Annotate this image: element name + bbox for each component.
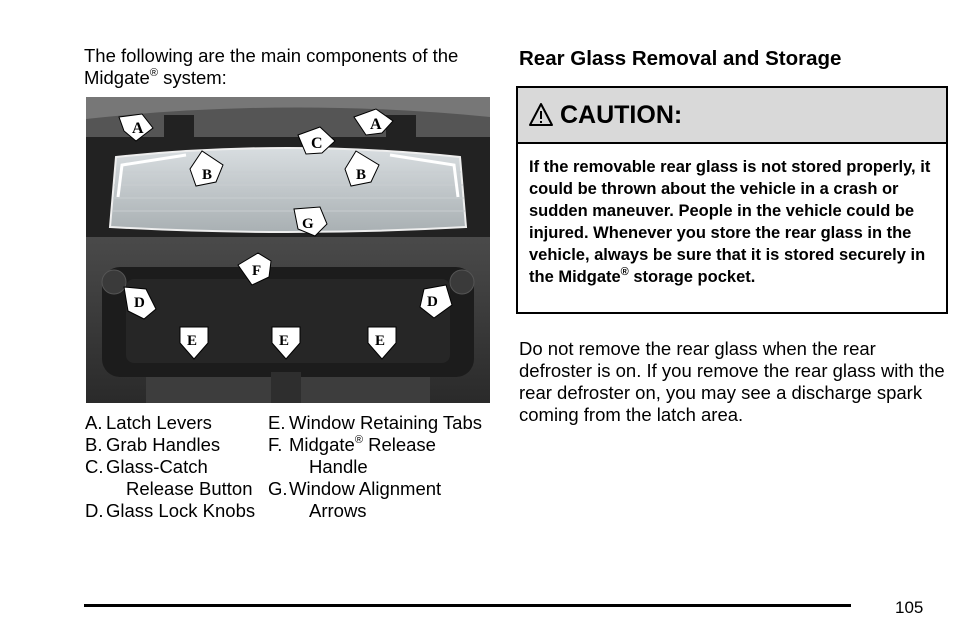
callout-letter: E xyxy=(375,333,386,349)
legend-letter: E. xyxy=(268,412,286,433)
legend-text: Glass-Catch Release Button xyxy=(106,456,253,499)
legend-text: Latch Levers xyxy=(106,412,212,433)
legend-text: Glass Lock Knobs xyxy=(106,500,256,521)
legend-item xyxy=(268,412,498,434)
page-number: 105 xyxy=(895,598,924,617)
caution-text-main: If the removable rear glass is not stored properly, it could be thrown about the vehicle in a crash or sudden maneuver. People in the vehicle could be injured. Whenever you store the rear glass in the vehicle, always be sure that it is stored securely in the Midgate xyxy=(529,158,931,286)
legend-item xyxy=(85,456,265,500)
caution-title: CAUTION: xyxy=(560,100,683,129)
legend-text: Grab Handles xyxy=(106,434,221,455)
callout-letter: D xyxy=(427,294,438,310)
warning-icon xyxy=(528,102,554,128)
legend-text: Window Retaining Tabs xyxy=(289,412,482,433)
intro-text-end: system: xyxy=(163,67,227,88)
caution-header xyxy=(518,88,946,144)
legend-letter: D. xyxy=(85,500,104,521)
legend-letter: B. xyxy=(85,434,103,455)
legend-item xyxy=(85,412,265,434)
legend-text: Window Alignment Arrows xyxy=(289,478,442,521)
section-heading: Rear Glass Removal and Storage xyxy=(519,47,842,70)
registered-mark: ® xyxy=(354,433,363,446)
legend-letter: A. xyxy=(85,412,103,433)
callout-letter: F xyxy=(252,263,262,279)
legend-left xyxy=(85,412,265,522)
callout-letter: E xyxy=(279,333,290,349)
callout-letter: E xyxy=(187,333,198,349)
callout-letter: G xyxy=(302,216,314,232)
callout-letter: A xyxy=(370,116,382,133)
legend-letter: G. xyxy=(268,478,288,499)
intro-text: The following are the main components of the Midgate xyxy=(84,45,459,88)
midgate-photo xyxy=(86,97,490,403)
legend-right xyxy=(268,412,498,522)
legend-letter: C. xyxy=(85,456,104,477)
legend-item xyxy=(85,500,265,522)
legend-text-end: Release Handle xyxy=(309,434,436,477)
legend-item xyxy=(268,434,498,478)
legend-item xyxy=(85,434,265,456)
callout-letter: C xyxy=(311,135,323,152)
callout-letter: B xyxy=(356,167,367,183)
caution-text xyxy=(518,144,946,288)
intro-paragraph xyxy=(84,45,494,89)
caution-text-end: storage pocket. xyxy=(633,268,756,286)
callout-letter: D xyxy=(134,295,145,311)
legend-item xyxy=(268,478,498,522)
caution-box xyxy=(516,86,948,314)
midgate-illustration xyxy=(86,97,490,403)
legend-text xyxy=(289,434,498,478)
registered-mark: ® xyxy=(149,66,158,79)
callout-letter: B xyxy=(202,167,213,183)
registered-mark: ® xyxy=(620,265,629,278)
legend-letter: F. xyxy=(268,434,283,455)
defroster-paragraph: Do not remove the rear glass when the rear defroster is on. If you remove the rear glass with the rear defroster on, you may see a discharge spark coming from the latch area. xyxy=(519,338,945,425)
footer-rule xyxy=(84,604,851,607)
legend-text-start: Midgate xyxy=(289,434,355,455)
callout-letter: A xyxy=(132,120,144,137)
